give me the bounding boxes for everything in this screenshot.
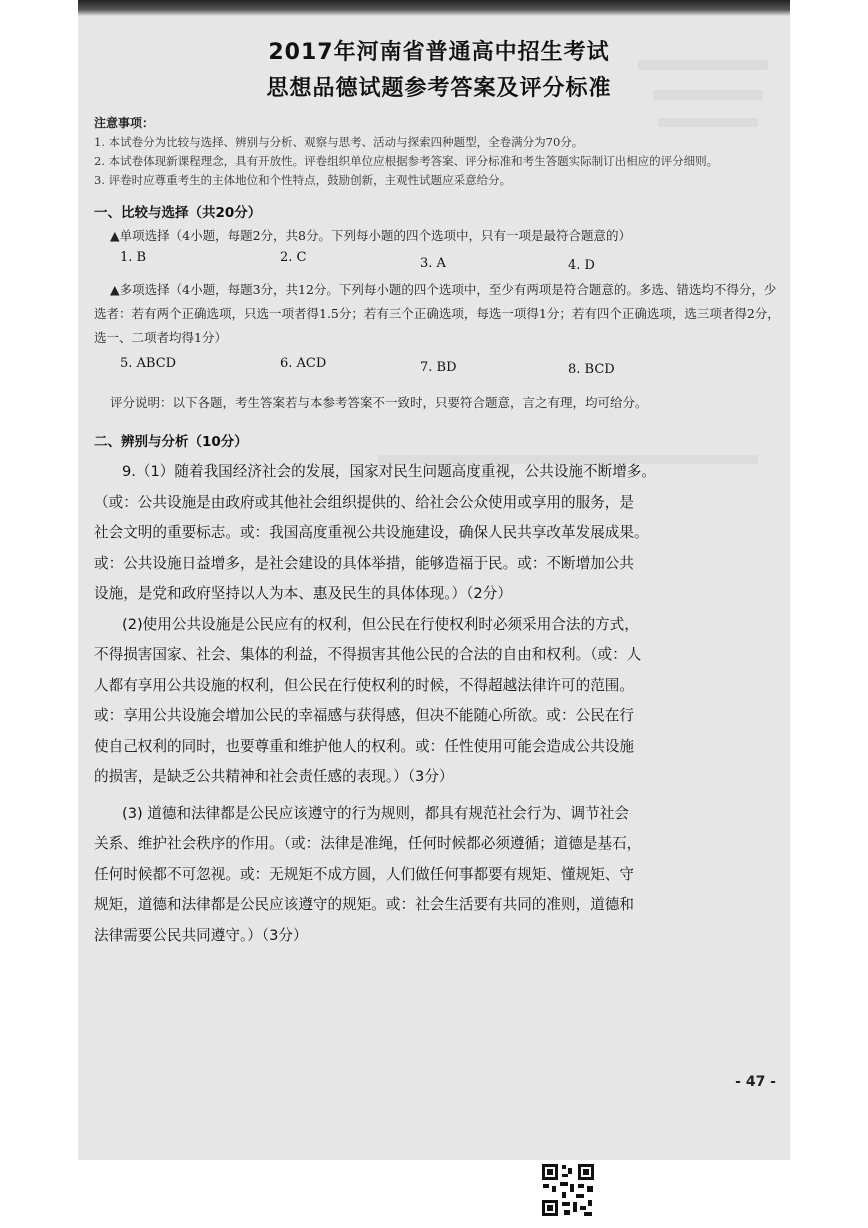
text-line: （或：公共设施是由政府或其他社会组织提供的、给社会公众使用或享用的服务，是 bbox=[94, 493, 634, 511]
notes-item: 1. 本试卷分为比较与选择、辨别与分析、观察与思考、活动与探索四种题型，全卷满分为70分。 bbox=[94, 135, 584, 149]
answer-item: 8. BCD bbox=[568, 362, 615, 377]
notes-item: 3. 评卷时应尊重考生的主体地位和个性特点，鼓励创新，主观性试题应采意给分。 bbox=[94, 173, 512, 187]
notes-item: 2. 本试卷体现新课程理念，具有开放性。评卷组织单位应根据参考答案、评分标准和考生答题实际制订出相应的评分细则。 bbox=[94, 154, 719, 168]
notes-heading: 注意事项： bbox=[94, 116, 155, 130]
text-line: 的损害，是缺乏公共精神和社会责任感的表现。）（3分） bbox=[94, 768, 454, 785]
q9-part2 bbox=[94, 610, 784, 793]
text-line: 设施，是党和政府坚持以人为本、惠及民生的具体体现。）（2分） bbox=[94, 585, 512, 602]
text-line: (3) 道德和法律都是公民应该遵守的行为规则，都具有规范社会行为、调节社会 bbox=[122, 804, 629, 822]
text-line: 规矩，道德和法律都是公民应该遵守的规矩。或：社会生活要有共同的准则，道德和 bbox=[94, 896, 634, 913]
answer-item: 6. ACD bbox=[280, 356, 327, 371]
multi-choice-answers bbox=[94, 354, 784, 380]
text-line: 不得损害国家、社会、集体的利益，不得损害其他公民的合法的自由和权利。（或：人 bbox=[94, 646, 642, 663]
scoring-explanation: 评分说明：以下各题，考生答案若与本参考答案不一致时，只要符合题意，言之有理，均可给分。 bbox=[110, 395, 648, 410]
answer-item: 4. D bbox=[568, 258, 595, 273]
text-line: 社会文明的重要标志。或：我国高度重视公共设施建设，确保人民共享改革发展成果。 bbox=[94, 524, 649, 541]
notes-section bbox=[94, 114, 784, 190]
answer-item: 2. C bbox=[280, 250, 307, 265]
text-line: 或：享用公共设施会增加公民的幸福感与获得感，但决不能随心所欲。或：公民在行 bbox=[94, 707, 634, 724]
text-line: 或：公共设施日益增多，是社会建设的具体举措，能够造福于民。或：不断增加公共 bbox=[94, 554, 634, 572]
section2-heading: 二、辨别与分析（10分） bbox=[94, 434, 248, 450]
qr-code-icon bbox=[540, 1162, 596, 1218]
document-title-line2: 思想品德试题参考答案及评分标准 bbox=[266, 76, 612, 101]
text-line: (2)使用公共设施是公民应有的权利，但公民在行使权利时必须采用合法的方式， bbox=[122, 615, 639, 633]
text-line: 人都有享用公共设施的权利，但公民在行使权利的时候，不得超越法律许可的范围。 bbox=[94, 676, 634, 694]
text-line: 9.（1）随着我国经济社会的发展，国家对民生问题高度重视，公共设施不断增多。 bbox=[122, 463, 656, 480]
q9-part1 bbox=[94, 457, 784, 610]
single-choice-answers bbox=[94, 248, 784, 274]
document-body bbox=[94, 36, 784, 951]
answer-item: 1. B bbox=[120, 250, 147, 265]
section1-heading: 一、比较与选择（共20分） bbox=[94, 205, 262, 221]
page-number: - 47 - bbox=[735, 1074, 776, 1090]
answer-item: 7. BD bbox=[420, 360, 457, 375]
single-choice-intro: ▲单项选择（4小题，每题2分，共8分。下列每小题的四个选项中，只有一项是最符合题意的） bbox=[110, 228, 631, 243]
answer-item: 5. ABCD bbox=[120, 356, 177, 371]
text-line: 法律需要公民共同遵守。）（3分） bbox=[94, 926, 308, 944]
document-title-line1: 2017年河南省普通高中招生考试 bbox=[268, 40, 610, 65]
page-bottom-margin bbox=[78, 1160, 790, 1228]
text-line: 任何时候都不可忽视。或：无规矩不成方圆，人们做任何事都要有规矩、懂规矩、守 bbox=[94, 865, 634, 883]
scan-edge-shadow bbox=[78, 0, 790, 16]
text-line: 关系、维护社会秩序的作用。（或：法律是准绳，任何时候都必须遵循；道德是基石， bbox=[94, 835, 642, 852]
multi-choice-intro: ▲多项选择（4小题，每题3分，共12分。下列每小题的四个选项中，至少有两项是符合题意的。多选、错选均不得分，少选者：若有两个正确选项，只选一项者得1.5分；若有三个正确选项，每选一项得1分；若有四个正确选项，选三项者得2分，选一、二项者均得1分） bbox=[94, 282, 780, 345]
scanned-page bbox=[78, 0, 790, 1228]
text-line: 使自己权利的同时，也要尊重和维护他人的权利。或：任性使用可能会造成公共设施 bbox=[94, 737, 634, 755]
answer-item: 3. A bbox=[420, 256, 446, 271]
q9-part3 bbox=[94, 799, 784, 952]
